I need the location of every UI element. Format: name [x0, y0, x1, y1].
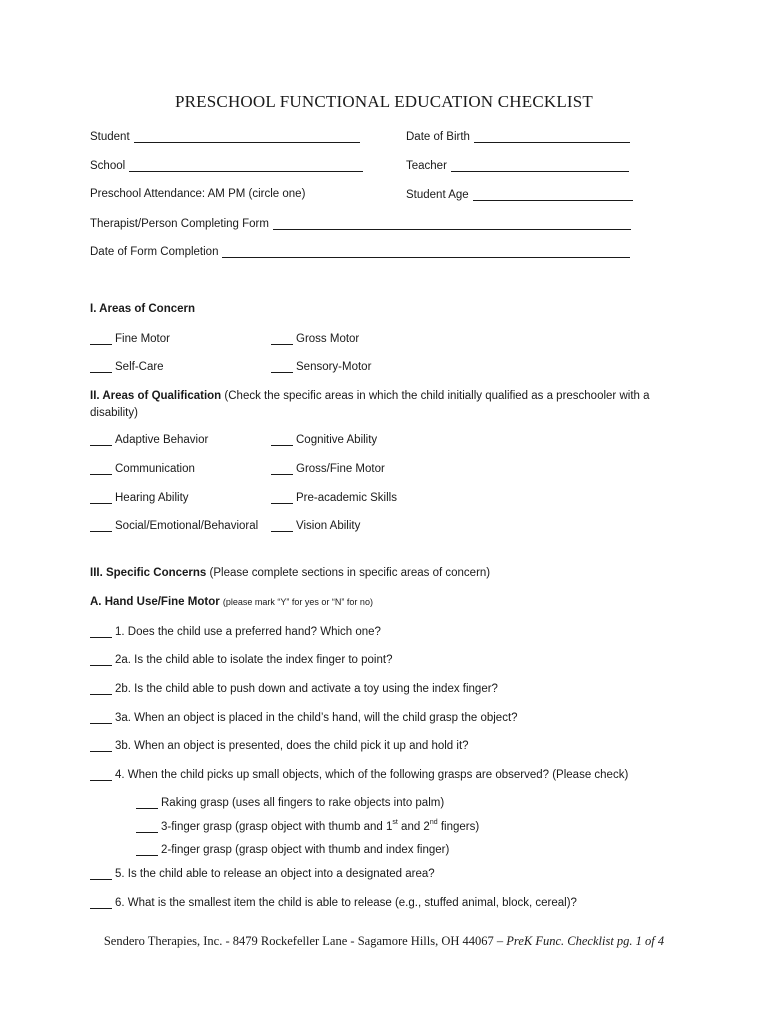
page-title: PRESCHOOL FUNCTIONAL EDUCATION CHECKLIST: [174, 92, 594, 111]
checklist-item[interactable]: [90, 360, 164, 373]
attendance-label: Preschool Attendance: AM PM (circle one): [90, 188, 306, 200]
question-item[interactable]: [90, 739, 469, 752]
question-item[interactable]: [90, 682, 498, 695]
answer-blank[interactable]: [90, 625, 112, 638]
section2-note: (Check the specific areas in which the child initially qualified as a preschooler with a disability): [90, 390, 650, 419]
question-item[interactable]: [90, 867, 435, 880]
subsection-heading: [90, 596, 373, 608]
grasp-item[interactable]: [136, 820, 479, 833]
check-blank[interactable]: [136, 843, 158, 856]
item-label: Cognitive Ability: [296, 434, 378, 446]
item-label: Gross Motor: [296, 333, 360, 345]
check-blank[interactable]: [271, 433, 293, 446]
check-blank[interactable]: [271, 360, 293, 373]
question-text: 2b. Is the child able to push down and activate a toy using the index finger?: [115, 683, 498, 695]
check-blank[interactable]: [271, 519, 293, 532]
school-line[interactable]: [129, 159, 363, 172]
check-blank[interactable]: [90, 491, 112, 504]
question-item[interactable]: [90, 653, 392, 666]
item-label: Communication: [115, 463, 195, 475]
grasp-item[interactable]: [136, 843, 449, 856]
dob-label: Date of Birth: [406, 131, 470, 143]
section2-title: II. Areas of Qualification: [90, 390, 222, 402]
check-blank[interactable]: [90, 332, 112, 345]
check-blank[interactable]: [136, 796, 158, 809]
check-blank[interactable]: [271, 462, 293, 475]
age-line[interactable]: [473, 188, 633, 201]
checklist-item[interactable]: [271, 433, 377, 446]
section1-heading: I. Areas of Concern: [90, 303, 196, 315]
checklist-item[interactable]: [90, 462, 195, 475]
completion-label: Date of Form Completion: [90, 246, 219, 258]
answer-blank[interactable]: [90, 653, 112, 666]
item-label: Self-Care: [115, 361, 164, 373]
school-field[interactable]: [90, 159, 363, 172]
check-blank[interactable]: [271, 332, 293, 345]
check-blank[interactable]: [90, 462, 112, 475]
answer-blank[interactable]: [90, 867, 112, 880]
checklist-item[interactable]: [271, 360, 371, 373]
checklist-item[interactable]: [90, 433, 208, 446]
checklist-item[interactable]: [90, 519, 258, 532]
question-text: 5. Is the child able to release an object into a designated area?: [115, 868, 435, 880]
answer-blank[interactable]: [90, 682, 112, 695]
item-label: Pre-academic Skills: [296, 492, 397, 504]
check-blank[interactable]: [90, 360, 112, 373]
check-blank[interactable]: [90, 433, 112, 446]
item-label: Social/Emotional/Behavioral: [115, 520, 259, 532]
school-label: School: [90, 160, 126, 172]
teacher-label: Teacher: [406, 160, 447, 172]
checklist-item[interactable]: [271, 519, 360, 532]
item-label: Adaptive Behavior: [115, 434, 209, 446]
grasp-item[interactable]: [136, 796, 444, 809]
dob-field[interactable]: [406, 130, 630, 143]
question-item[interactable]: [90, 625, 381, 638]
section3-note: (Please complete sections in specific areas of concern): [209, 567, 491, 579]
section2-heading: [90, 388, 670, 422]
checklist-item[interactable]: [90, 332, 170, 345]
age-label: Student Age: [406, 189, 469, 201]
checklist-item[interactable]: [271, 332, 359, 345]
question-text: 2a. Is the child able to isolate the index finger to point?: [115, 654, 393, 666]
student-field[interactable]: [90, 130, 360, 143]
checklist-item[interactable]: [271, 462, 385, 475]
therapist-line[interactable]: [273, 217, 631, 230]
subsection-title: A. Hand Use/Fine Motor: [90, 596, 220, 608]
grasp-label: 3-finger grasp (grasp object with thumb and 1st and 2nd fingers): [161, 819, 480, 833]
question-item[interactable]: [90, 896, 577, 909]
therapist-field[interactable]: [90, 217, 631, 230]
grasp-label: 2-finger grasp (grasp object with thumb and index finger): [161, 844, 450, 856]
answer-blank[interactable]: [90, 739, 112, 752]
grasp-label: Raking grasp (uses all fingers to rake objects into palm): [161, 797, 445, 809]
item-label: Sensory-Motor: [296, 361, 372, 373]
question-text: 1. Does the child use a preferred hand? Which one?: [115, 626, 381, 638]
question-text: 3a. When an object is placed in the child’s hand, will the child grasp the object?: [115, 712, 518, 724]
answer-blank[interactable]: [90, 711, 112, 724]
check-blank[interactable]: [136, 820, 158, 833]
student-line[interactable]: [134, 130, 360, 143]
item-label: Hearing Ability: [115, 492, 189, 504]
student-label: Student: [90, 131, 130, 143]
question-text: 6. What is the smallest item the child is able to release (e.g., stuffed animal, block, cereal)?: [115, 897, 577, 909]
footer-address: Sendero Therapies, Inc. - 8479 Rockefeller Lane - Sagamore Hills, OH 44067 –: [103, 934, 507, 948]
section3-heading: [90, 567, 490, 579]
teacher-line[interactable]: [451, 159, 629, 172]
age-field[interactable]: [406, 188, 633, 201]
question-item[interactable]: [90, 768, 628, 781]
footer-page-info: PreK Func. Checklist pg. 1 of 4: [506, 934, 665, 948]
completion-line[interactable]: [222, 245, 630, 258]
item-label: Fine Motor: [115, 333, 170, 345]
page-footer: [0, 934, 768, 949]
question-item[interactable]: [90, 711, 518, 724]
checklist-item[interactable]: [271, 491, 397, 504]
check-blank[interactable]: [271, 491, 293, 504]
item-label: Gross/Fine Motor: [296, 463, 385, 475]
question-text: 4. When the child picks up small objects, which of the following grasps are observed? (Please check): [115, 769, 629, 781]
question-text: 3b. When an object is presented, does the child pick it up and hold it?: [115, 740, 469, 752]
check-blank[interactable]: [90, 519, 112, 532]
therapist-label: Therapist/Person Completing Form: [90, 218, 269, 230]
section3-title: III. Specific Concerns: [90, 567, 207, 579]
teacher-field[interactable]: [406, 159, 629, 172]
completion-field[interactable]: [90, 245, 630, 258]
answer-blank[interactable]: [90, 768, 112, 781]
dob-line[interactable]: [474, 130, 630, 143]
subsection-note: (please mark “Y” for yes or “N” for no): [222, 597, 373, 607]
answer-blank[interactable]: [90, 896, 112, 909]
checklist-item[interactable]: [90, 491, 189, 504]
item-label: Vision Ability: [296, 520, 361, 532]
